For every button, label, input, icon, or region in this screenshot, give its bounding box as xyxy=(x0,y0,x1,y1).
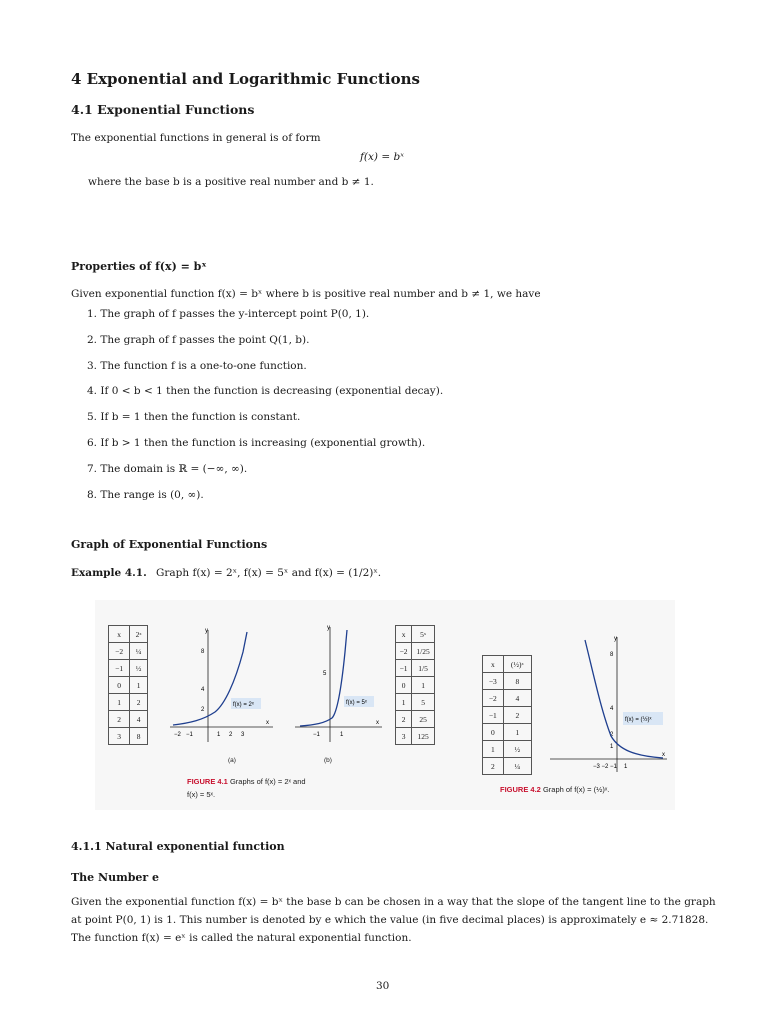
table-cell: −1 xyxy=(396,660,412,677)
table-cell: −1 xyxy=(109,660,130,677)
table-cell: −1 xyxy=(483,707,504,724)
property-item: 7. The domain is ℝ = (−∞, ∞). xyxy=(87,463,248,475)
tick-label: −1 xyxy=(186,732,193,738)
graph-half-x xyxy=(545,632,670,777)
paragraph-line: Given the exponential function f(x) = bˣ the base b can be chosen in a way that the slope of the tangent line to the graph xyxy=(71,896,716,908)
table-cell: 1 xyxy=(503,724,531,741)
figure-4-2-caption xyxy=(500,785,609,794)
table-cell: 1 xyxy=(130,677,148,694)
table-header: (½)ˣ xyxy=(503,656,531,673)
curve-label: f(x) = (½)ˣ xyxy=(625,717,652,723)
display-formula: f(x) = bˣ xyxy=(360,151,404,163)
section-title: 4 Exponential and Logarithmic Functions xyxy=(71,70,420,88)
property-item: 4. If 0 < b < 1 then the function is decreasing (exponential decay). xyxy=(87,385,444,397)
caption-number: FIGURE 4.2 xyxy=(500,785,541,794)
table-cell: 1 xyxy=(109,694,130,711)
tick-label: 4 xyxy=(201,687,205,693)
tick-label: 8 xyxy=(610,652,614,658)
table-cell: 1/25 xyxy=(412,643,435,660)
table-cell: 4 xyxy=(130,711,148,728)
table-cell: 1 xyxy=(412,677,435,694)
tick-label: 1 xyxy=(217,732,221,738)
intro-text: The exponential functions in general is of form xyxy=(71,132,321,144)
graph-2x xyxy=(165,622,280,747)
table-cell: 8 xyxy=(130,728,148,745)
x-axis-label: x xyxy=(266,720,269,726)
sub-label-a: (a) xyxy=(228,757,236,764)
curve-half-x xyxy=(585,640,663,758)
table-cell: 0 xyxy=(483,724,504,741)
example-label: Example 4.1. xyxy=(71,567,147,579)
table-header: x xyxy=(109,626,130,643)
property-item: 6. If b > 1 then the function is increasing (exponential growth). xyxy=(87,437,426,449)
y-axis-label: y xyxy=(205,628,208,634)
table-cell: 2 xyxy=(396,711,412,728)
table-cell: 2 xyxy=(503,707,531,724)
tick-label: 1 xyxy=(610,744,614,750)
number-e-heading: The Number e xyxy=(71,871,160,884)
table-cell: 125 xyxy=(412,728,435,745)
table-cell: ½ xyxy=(503,741,531,758)
table-cell: 3 xyxy=(109,728,130,745)
property-item: 8. The range is (0, ∞). xyxy=(87,489,204,501)
curve-2x xyxy=(173,632,247,725)
curve-5x xyxy=(300,630,347,726)
table-cell: −2 xyxy=(109,643,130,660)
subsection-title: 4.1 Exponential Functions xyxy=(71,102,255,117)
tick-label: 2 xyxy=(610,732,614,738)
caption-number: FIGURE 4.1 xyxy=(187,777,228,786)
natural-heading: 4.1.1 Natural exponential function xyxy=(71,840,285,853)
table-cell: 2 xyxy=(130,694,148,711)
x-axis-label: x xyxy=(662,752,665,758)
table-cell: 2 xyxy=(483,758,504,775)
where-text: where the base b is a positive real number and b ≠ 1. xyxy=(88,176,374,188)
table-cell: −2 xyxy=(396,643,412,660)
properties-heading: Properties of f(x) = bˣ xyxy=(71,260,207,273)
table-header: x xyxy=(396,626,412,643)
y-axis-label: y xyxy=(614,636,617,642)
y-axis-label: y xyxy=(327,625,330,631)
table-5x xyxy=(395,625,435,745)
table-cell: 4 xyxy=(503,690,531,707)
paragraph-line: at point P(0, 1) is 1. This number is denoted by e which the value (in five decimal places) is approximately e ≈ 2.71828. xyxy=(71,914,709,926)
properties-intro: Given exponential function f(x) = bˣ where b is positive real number and b ≠ 1, we have xyxy=(71,288,541,300)
table-half-x xyxy=(482,655,532,775)
tick-label: 5 xyxy=(323,671,327,677)
curve-label: f(x) = 2ˣ xyxy=(233,702,254,708)
tick-label: 3 xyxy=(241,732,245,738)
table-cell: 2 xyxy=(109,711,130,728)
property-item: 3. The function f is a one-to-one function. xyxy=(87,360,307,372)
table-header: 5ˣ xyxy=(412,626,435,643)
table-cell: ¼ xyxy=(503,758,531,775)
tick-label: 2 xyxy=(229,732,233,738)
graph-5x xyxy=(290,622,390,747)
tick-label: −1 xyxy=(313,732,320,738)
caption-text: Graphs of f(x) = 2ˣ and xyxy=(229,777,306,786)
graphs-heading: Graph of Exponential Functions xyxy=(71,538,268,551)
property-item: 1. The graph of f passes the y-intercept point P(0, 1). xyxy=(87,308,370,320)
table-cell: ½ xyxy=(130,660,148,677)
tick-label: 2 xyxy=(201,707,205,713)
tick-label: 4 xyxy=(610,706,614,712)
property-item: 5. If b = 1 then the function is constant. xyxy=(87,411,301,423)
page-number: 30 xyxy=(376,980,390,992)
sub-label-b: (b) xyxy=(324,757,332,764)
table-cell: 0 xyxy=(396,677,412,694)
table-header: x xyxy=(483,656,504,673)
tick-label: −3 −2 −1 xyxy=(593,764,617,770)
figure-4-1-caption xyxy=(187,777,306,786)
caption-text-line2: f(x) = 5ˣ. xyxy=(187,790,216,799)
tick-label: 1 xyxy=(340,732,344,738)
table-cell: 1 xyxy=(483,741,504,758)
x-axis-label: x xyxy=(376,720,379,726)
curve-label: f(x) = 5ˣ xyxy=(346,700,367,706)
property-item: 2. The graph of f passes the point Q(1, b). xyxy=(87,334,310,346)
tick-label: 1 xyxy=(624,764,628,770)
example-text: Graph f(x) = 2ˣ, f(x) = 5ˣ and f(x) = (1/2)ˣ. xyxy=(156,567,382,579)
tick-label: 8 xyxy=(201,649,205,655)
caption-text: Graph of f(x) = (½)ˣ. xyxy=(542,785,610,794)
table-2x xyxy=(108,625,148,745)
table-header: 2ˣ xyxy=(130,626,148,643)
table-cell: 25 xyxy=(412,711,435,728)
table-cell: 8 xyxy=(503,673,531,690)
table-cell: −3 xyxy=(483,673,504,690)
paragraph-line: The function f(x) = eˣ is called the natural exponential function. xyxy=(71,932,412,944)
table-cell: 1/5 xyxy=(412,660,435,677)
table-cell: 1 xyxy=(396,694,412,711)
table-cell: ¼ xyxy=(130,643,148,660)
tick-label: −2 xyxy=(174,732,181,738)
table-cell: 0 xyxy=(109,677,130,694)
table-cell: 3 xyxy=(396,728,412,745)
table-cell: −2 xyxy=(483,690,504,707)
table-cell: 5 xyxy=(412,694,435,711)
